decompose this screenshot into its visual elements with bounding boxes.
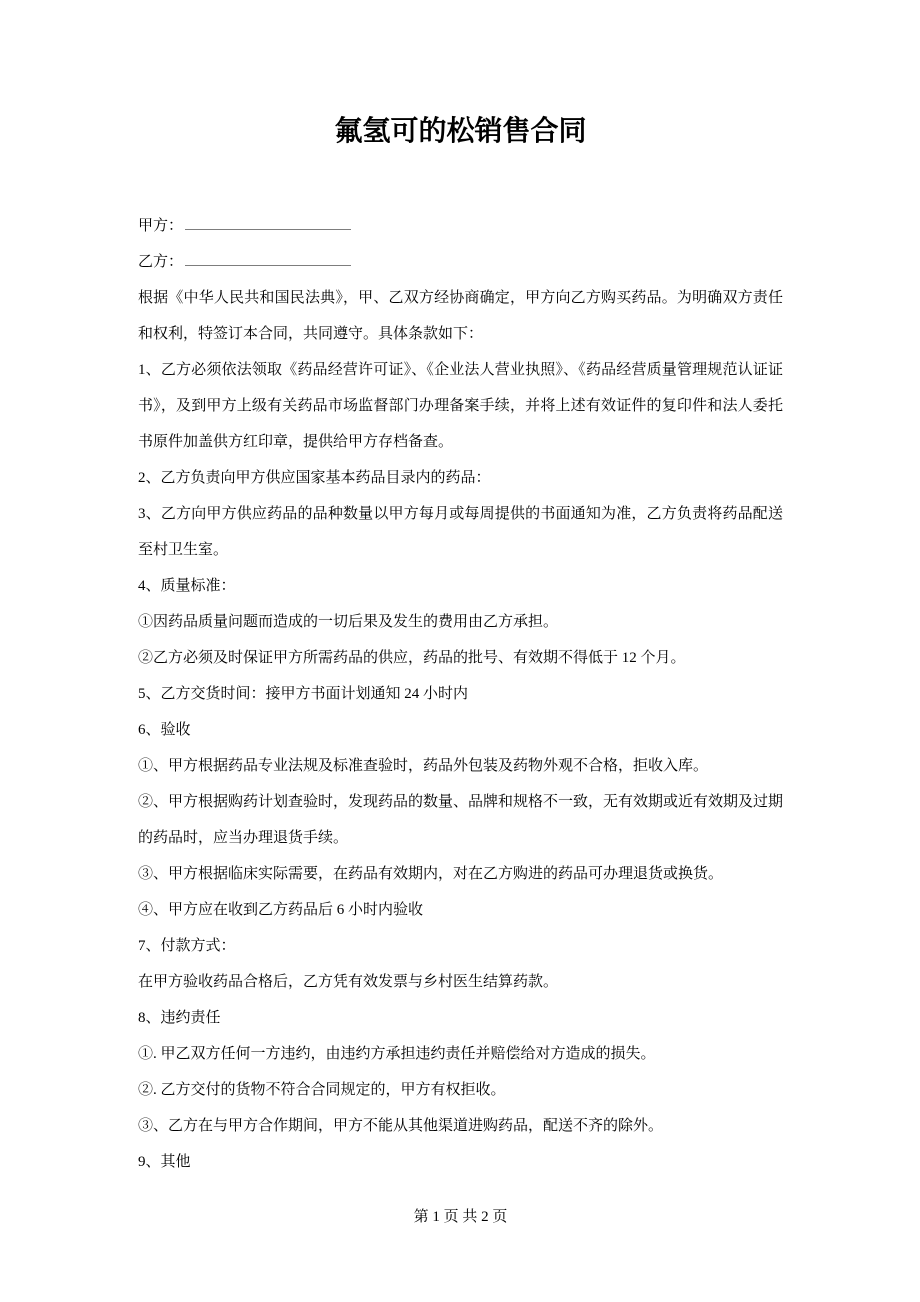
clause-paragraph: 根据《中华人民共和国民法典》，甲、乙双方经协商确定，甲方向乙方购买药品。为明确双方责任和权利，特签订本合同，共同遵守。具体条款如下： bbox=[138, 290, 783, 342]
page-footer bbox=[138, 1199, 783, 1235]
clause-paragraph: 7、付款方式： bbox=[138, 938, 236, 954]
party-a-label: 甲方： bbox=[138, 218, 184, 234]
clause-paragraph: ③、乙方在与甲方合作期间，甲方不能从其他渠道进购药品，配送不齐的除外。 bbox=[138, 1118, 664, 1134]
party-a-blank-line bbox=[185, 215, 351, 230]
clause-paragraph: 6、验收 bbox=[138, 722, 191, 738]
clause-paragraph: ④、甲方应在收到乙方药品后 6 小时内验收 bbox=[138, 902, 424, 918]
contract-clauses bbox=[138, 280, 783, 1180]
clause-paragraph: 2、乙方负责向甲方供应国家基本药品目录内的药品： bbox=[138, 470, 491, 486]
clause-paragraph: 5、乙方交货时间：接甲方书面计划通知 24 小时内 bbox=[138, 686, 469, 702]
clause-paragraph: 在甲方验收药品合格后，乙方凭有效发票与乡村医生结算药款。 bbox=[138, 974, 559, 990]
party-b-label: 乙方： bbox=[138, 254, 184, 270]
clause-paragraph: 9、其他 bbox=[138, 1154, 191, 1170]
clause-paragraph: 1、乙方必须依法领取《药品经营许可证》、《企业法人营业执照》、《药品经营质量管理规范认证证书》，及到甲方上级有关药品市场监督部门办理备案手续，并将上述有效证件的复印件和法人委托书原件加盖供方红印章，提供给甲方存档备查。 bbox=[138, 362, 783, 450]
clause-paragraph: 3、乙方向甲方供应药品的品种数量以甲方每月或每周提供的书面通知为准，乙方负责将药品配送至村卫生室。 bbox=[138, 506, 783, 558]
clause-paragraph: ①. 甲乙双方任何一方违约，由违约方承担违约责任并赔偿给对方造成的损失。 bbox=[138, 1046, 656, 1062]
document-title: 氟氢可的松销售合同 bbox=[334, 116, 587, 147]
clause-paragraph: ②、甲方根据购药计划查验时，发现药品的数量、品牌和规格不一致，无有效期或近有效期及过期的药品时，应当办理退货手续。 bbox=[138, 794, 784, 846]
clause-paragraph: 4、质量标准： bbox=[138, 578, 236, 594]
clause-paragraph: ①、甲方根据药品专业法规及标准查验时，药品外包装及药物外观不合格，拒收入库。 bbox=[138, 758, 709, 774]
clause-paragraph: ①因药品质量问题而造成的一切后果及发生的费用由乙方承担。 bbox=[138, 614, 559, 630]
clause-paragraph: ②. 乙方交付的货物不符合合同规定的，甲方有权拒收。 bbox=[138, 1082, 506, 1098]
clause-paragraph: ③、甲方根据临床实际需要，在药品有效期内，对在乙方购进的药品可办理退货或换货。 bbox=[138, 866, 724, 882]
party-section bbox=[138, 208, 783, 280]
party-b-blank-line bbox=[185, 251, 351, 266]
party-a-line bbox=[138, 208, 783, 244]
party-b-line bbox=[138, 244, 783, 280]
clause-paragraph: 8、违约责任 bbox=[138, 1010, 221, 1026]
page-indicator: 第 1 页 共 2 页 bbox=[413, 1209, 508, 1225]
clause-paragraph: ②乙方必须及时保证甲方所需药品的供应，药品的批号、有效期不得低于 12 个月。 bbox=[138, 650, 686, 666]
